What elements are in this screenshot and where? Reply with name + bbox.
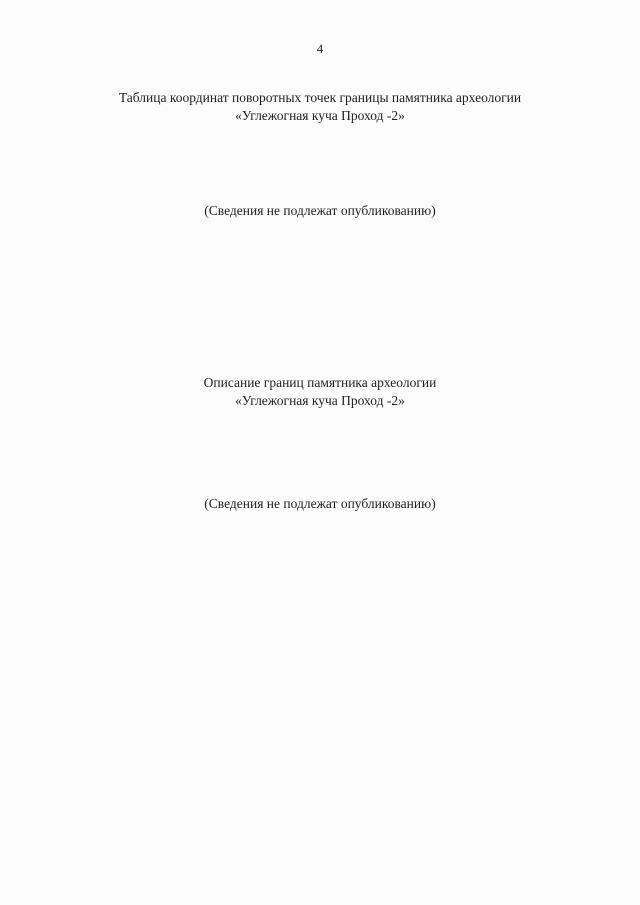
coordinates-table-title-line1: Таблица координат поворотных точек границы памятника археологии	[118, 90, 522, 105]
boundary-description-title-line1: Описание границ памятника археологии	[203, 375, 437, 390]
boundary-description-note: (Сведения не подлежат опубликованию)	[204, 496, 436, 511]
boundary-description-title-line2: «Углежогная куча Проход -2»	[235, 393, 405, 408]
page-number: 4	[316, 41, 324, 56]
coordinates-table-title-line2: «Углежогная куча Проход -2»	[235, 108, 405, 123]
coordinates-table-note: (Сведения не подлежат опубликованию)	[204, 203, 436, 218]
